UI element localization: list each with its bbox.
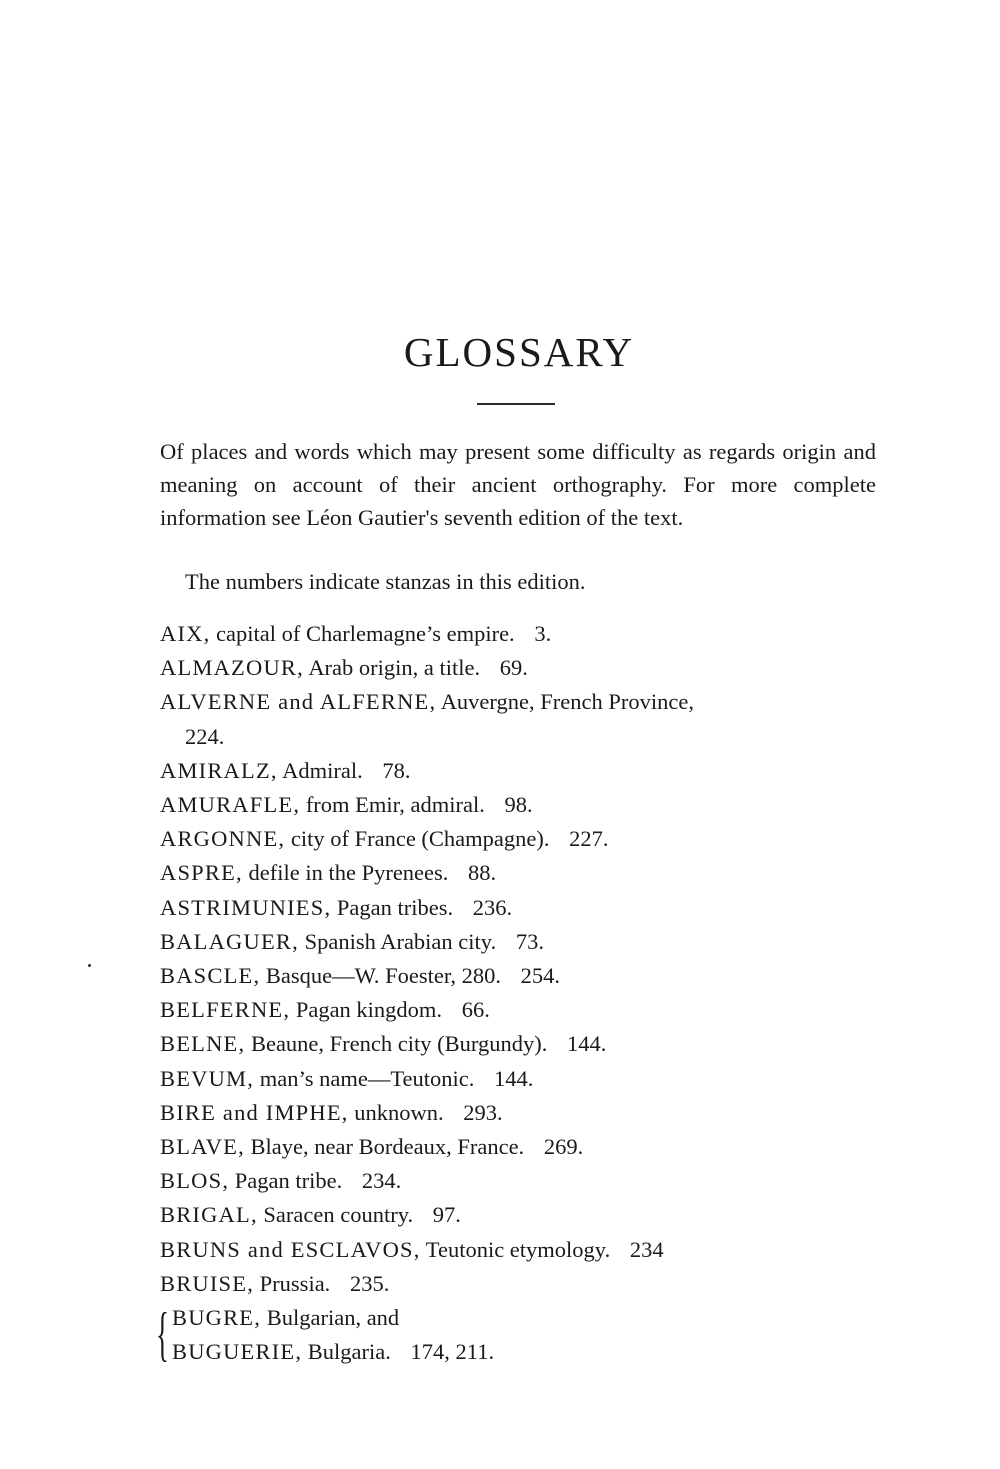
glossary-entry bbox=[160, 925, 900, 959]
entry-head: AMIRALZ, bbox=[160, 757, 278, 783]
entry-head: AMURAFLE, bbox=[160, 792, 301, 818]
entry-ref: 235. bbox=[349, 1270, 390, 1296]
entry-desc: Pagan tribe. bbox=[234, 1168, 343, 1194]
entry-ref: 144. bbox=[566, 1031, 607, 1057]
entry-ref: 227. bbox=[569, 826, 609, 852]
entry-head: BEVUM, bbox=[160, 1065, 255, 1091]
entry-desc: Pagan tribes. bbox=[336, 894, 454, 920]
glossary-entry bbox=[160, 651, 900, 685]
entry-desc: defile in the Pyrenees. bbox=[248, 860, 449, 886]
entry-head: BALAGUER, bbox=[160, 928, 299, 954]
entry-head: BLOS, bbox=[160, 1168, 230, 1194]
entry-head: BIRE and IMPHE, bbox=[160, 1099, 349, 1125]
entry-ref: 97. bbox=[432, 1202, 461, 1228]
entry-head: BLAVE, bbox=[160, 1134, 245, 1160]
intro-note: The numbers indicate stanzas in this edition. bbox=[185, 569, 586, 594]
entry-head: ALVERNE and ALFERNE, bbox=[160, 689, 437, 715]
glossary-entry bbox=[160, 1096, 900, 1130]
entry-ref: 69. bbox=[499, 655, 528, 681]
glossary-entry bbox=[160, 1164, 900, 1198]
page-title: GLOSSARY bbox=[403, 329, 635, 375]
entry-desc: Arab origin, a title. bbox=[308, 655, 481, 681]
entry-ref: 224. bbox=[185, 723, 225, 749]
entry-head: BRUNS and ESCLAVOS, bbox=[160, 1236, 421, 1262]
glossary-entry bbox=[160, 1301, 900, 1335]
curly-brace-mark: { bbox=[156, 1301, 169, 1368]
glossary-entry bbox=[160, 1233, 900, 1267]
entry-desc: Blaye, near Bordeaux, France. bbox=[250, 1134, 525, 1160]
glossary-entry bbox=[160, 617, 900, 651]
glossary-entry bbox=[160, 754, 900, 788]
entry-ref: 234. bbox=[361, 1168, 402, 1194]
entry-desc: from Emir, admiral. bbox=[305, 792, 485, 818]
entry-ref: 73. bbox=[515, 928, 544, 954]
entry-head: ASPRE, bbox=[160, 860, 243, 886]
entry-desc: Spanish Arabian city. bbox=[304, 928, 497, 954]
glossary-entry bbox=[160, 788, 900, 822]
entry-desc: city of France (Champagne). bbox=[290, 826, 550, 852]
intro-paragraph: Of places and words which may present some difficulty as regards origin and meaning on account of their ancient orthography. For more complete information see Léon Gautier's seventh edition of the text. bbox=[160, 439, 876, 530]
glossary-entry bbox=[160, 822, 900, 856]
entry-desc: man’s name—Teutonic. bbox=[259, 1065, 475, 1091]
entry-ref: 236. bbox=[472, 894, 513, 920]
entry-desc: Saracen country. bbox=[263, 1202, 414, 1228]
entry-ref: 88. bbox=[468, 860, 497, 886]
entry-head: AIX, bbox=[160, 621, 211, 646]
entry-ref: 254. bbox=[520, 963, 561, 989]
entry-head: ASTRIMUNIES, bbox=[160, 894, 332, 920]
entry-head: BASCLE, bbox=[160, 963, 261, 989]
entry-ref: 144. bbox=[493, 1065, 534, 1091]
glossary-entry bbox=[160, 685, 900, 753]
entry-head: BELFERNE, bbox=[160, 997, 291, 1023]
entry-desc: Bulgaria. bbox=[307, 1339, 391, 1365]
glossary-entry bbox=[160, 1062, 900, 1096]
entry-head: ARGONNE, bbox=[160, 826, 286, 852]
entry-desc: Pagan kingdom. bbox=[295, 997, 443, 1023]
entry-desc: Prussia. bbox=[259, 1270, 331, 1296]
entry-desc: Teutonic etymology. bbox=[425, 1236, 611, 1262]
entry-ref: 78. bbox=[382, 757, 411, 783]
entry-desc: Bulgarian, and bbox=[266, 1305, 400, 1331]
entry-ref: 293. bbox=[463, 1099, 503, 1125]
glossary-entry bbox=[160, 1267, 900, 1301]
glossary-entry bbox=[160, 959, 900, 993]
entry-ref: 174, 211. bbox=[410, 1339, 495, 1365]
entry-head: BRUISE, bbox=[160, 1270, 255, 1296]
entry-ref: 269. bbox=[543, 1134, 584, 1160]
glossary-entry bbox=[160, 1198, 900, 1232]
entry-head: BELNE, bbox=[160, 1031, 246, 1057]
entry-desc: Basque—W. Foester, 280. bbox=[265, 963, 502, 989]
entry-ref: 98. bbox=[504, 792, 533, 818]
glossary-entry bbox=[160, 891, 900, 925]
glossary-entry bbox=[160, 1027, 900, 1061]
entry-desc: capital of Charlemagne’s empire. bbox=[216, 621, 515, 646]
bracketed-entry-group bbox=[156, 1301, 900, 1369]
entry-head: BRIGAL, bbox=[160, 1202, 258, 1228]
margin-dot bbox=[88, 964, 91, 967]
entry-head: ALMAZOUR, bbox=[160, 655, 304, 681]
glossary-entry bbox=[160, 1335, 900, 1369]
entry-head: BUGUERIE, bbox=[172, 1339, 303, 1365]
entry-desc: Beaune, French city (Burgundy). bbox=[250, 1031, 548, 1057]
entry-head: BUGRE, bbox=[172, 1305, 262, 1331]
entry-desc: Admiral. bbox=[282, 757, 363, 783]
glossary-entry bbox=[160, 1130, 900, 1164]
title-rule bbox=[477, 403, 555, 405]
entry-desc: unknown. bbox=[354, 1099, 444, 1125]
entry-ref: 66. bbox=[461, 997, 490, 1023]
entry-desc: Auvergne, French Province, bbox=[440, 689, 694, 715]
glossary-entry bbox=[160, 993, 900, 1027]
glossary-list bbox=[156, 617, 900, 1369]
entry-ref: 3. bbox=[534, 621, 552, 646]
glossary-entry bbox=[160, 856, 900, 890]
entry-ref: 234 bbox=[629, 1236, 664, 1262]
